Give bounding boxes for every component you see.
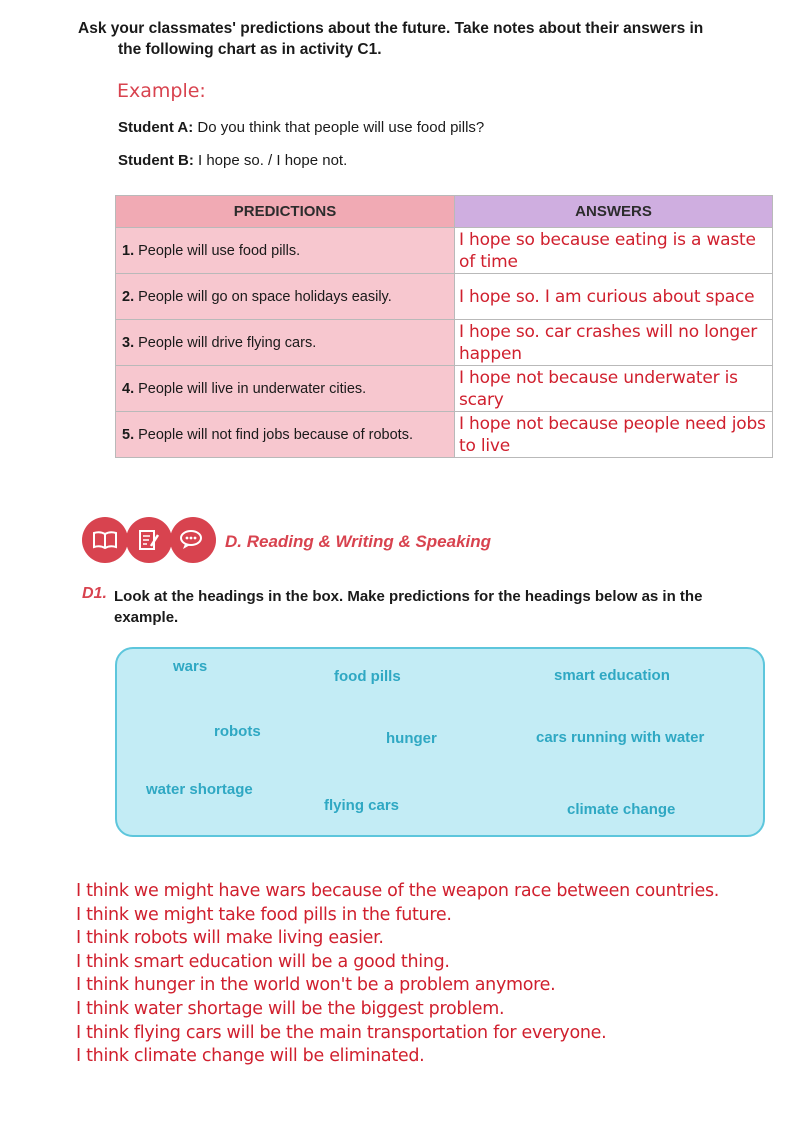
dialog-text-a: Do you think that people will use food pills?	[193, 119, 485, 136]
prediction-text: People will drive flying cars.	[138, 334, 317, 351]
heading-word: food pills	[334, 668, 401, 685]
answer-line: I think hunger in the world won't be a problem anymore.	[76, 975, 556, 996]
table-row	[116, 320, 773, 366]
prediction-cell	[116, 320, 455, 366]
answer-cell[interactable]: I hope so. I am curious about space	[455, 274, 773, 320]
example-title: Example:	[117, 80, 206, 102]
intro-line-2: the following chart as in activity C1.	[118, 41, 382, 58]
row-number: 4.	[122, 380, 135, 397]
heading-word: water shortage	[146, 781, 253, 798]
heading-word: hunger	[386, 730, 437, 747]
heading-word: smart education	[554, 667, 670, 684]
heading-word: robots	[214, 723, 261, 740]
answer-line: I think flying cars will be the main transportation for everyone.	[76, 1022, 607, 1043]
answer-line: I think we might have wars because of the weapon race between countries.	[76, 881, 720, 901]
answers-header: ANSWERS	[455, 196, 773, 228]
answer-line: I think smart education will be a good thing.	[76, 951, 450, 972]
heading-word: climate change	[567, 801, 676, 818]
prediction-cell	[116, 366, 455, 412]
d1-label: D1.	[82, 585, 107, 602]
row-number: 3.	[122, 334, 135, 351]
section-header	[82, 517, 542, 565]
table-row	[116, 274, 773, 320]
dialog-text-b: I hope so. / I hope not.	[193, 152, 348, 169]
prediction-cell	[116, 228, 455, 274]
headings-box	[115, 647, 765, 837]
answer-cell[interactable]: I hope so because eating is a waste of time	[455, 228, 773, 274]
answer-cell[interactable]: I hope so. car crashes will no longer happen	[455, 320, 773, 366]
heading-word: cars running with water	[536, 729, 705, 746]
dialog-line-a	[118, 119, 484, 136]
d1-instruction: Look at the headings in the box. Make predictions for the headings below as in the example.	[114, 588, 703, 626]
prediction-text: People will go on space holidays easily.	[138, 288, 392, 305]
answer-line: I think robots will make living easier.	[76, 928, 384, 949]
table-header-row	[116, 196, 773, 228]
answer-line: I think we might take food pills in the future.	[76, 904, 452, 925]
answer-line: I think climate change will be eliminated.	[76, 1046, 425, 1067]
row-number: 2.	[122, 288, 135, 305]
dialog-line-b	[118, 152, 347, 169]
predictions-header: PREDICTIONS	[116, 196, 455, 228]
book-icon	[82, 517, 128, 563]
pencil-note-icon	[126, 517, 172, 563]
intro-instruction	[78, 18, 768, 60]
table-row	[116, 228, 773, 274]
table-row	[116, 366, 773, 412]
answer-cell[interactable]: I hope not because people need jobs to live	[455, 412, 773, 458]
heading-word: wars	[173, 658, 208, 675]
predictions-table	[115, 195, 773, 458]
answer-cell[interactable]: I hope not because underwater is scary	[455, 366, 773, 412]
section-title: D. Reading & Writing & Speaking	[225, 532, 492, 551]
prediction-text: People will live in underwater cities.	[138, 380, 367, 397]
answer-line: I think water shortage will be the biggest problem.	[76, 998, 505, 1019]
answers-list	[76, 880, 776, 1069]
speaker-a: Student A:	[118, 119, 194, 136]
prediction-cell	[116, 412, 455, 458]
prediction-text: People will not find jobs because of robots.	[138, 426, 413, 443]
row-number: 1.	[122, 242, 135, 259]
prediction-cell	[116, 274, 455, 320]
speaker-b: Student B:	[118, 152, 194, 169]
row-number: 5.	[122, 426, 135, 443]
heading-word: flying cars	[324, 797, 400, 814]
speech-bubble-icon	[170, 517, 216, 563]
prediction-text: People will use food pills.	[138, 242, 301, 259]
table-row	[116, 412, 773, 458]
intro-line-1: Ask your classmates' predictions about the future. Take notes about their answers in	[78, 20, 704, 37]
